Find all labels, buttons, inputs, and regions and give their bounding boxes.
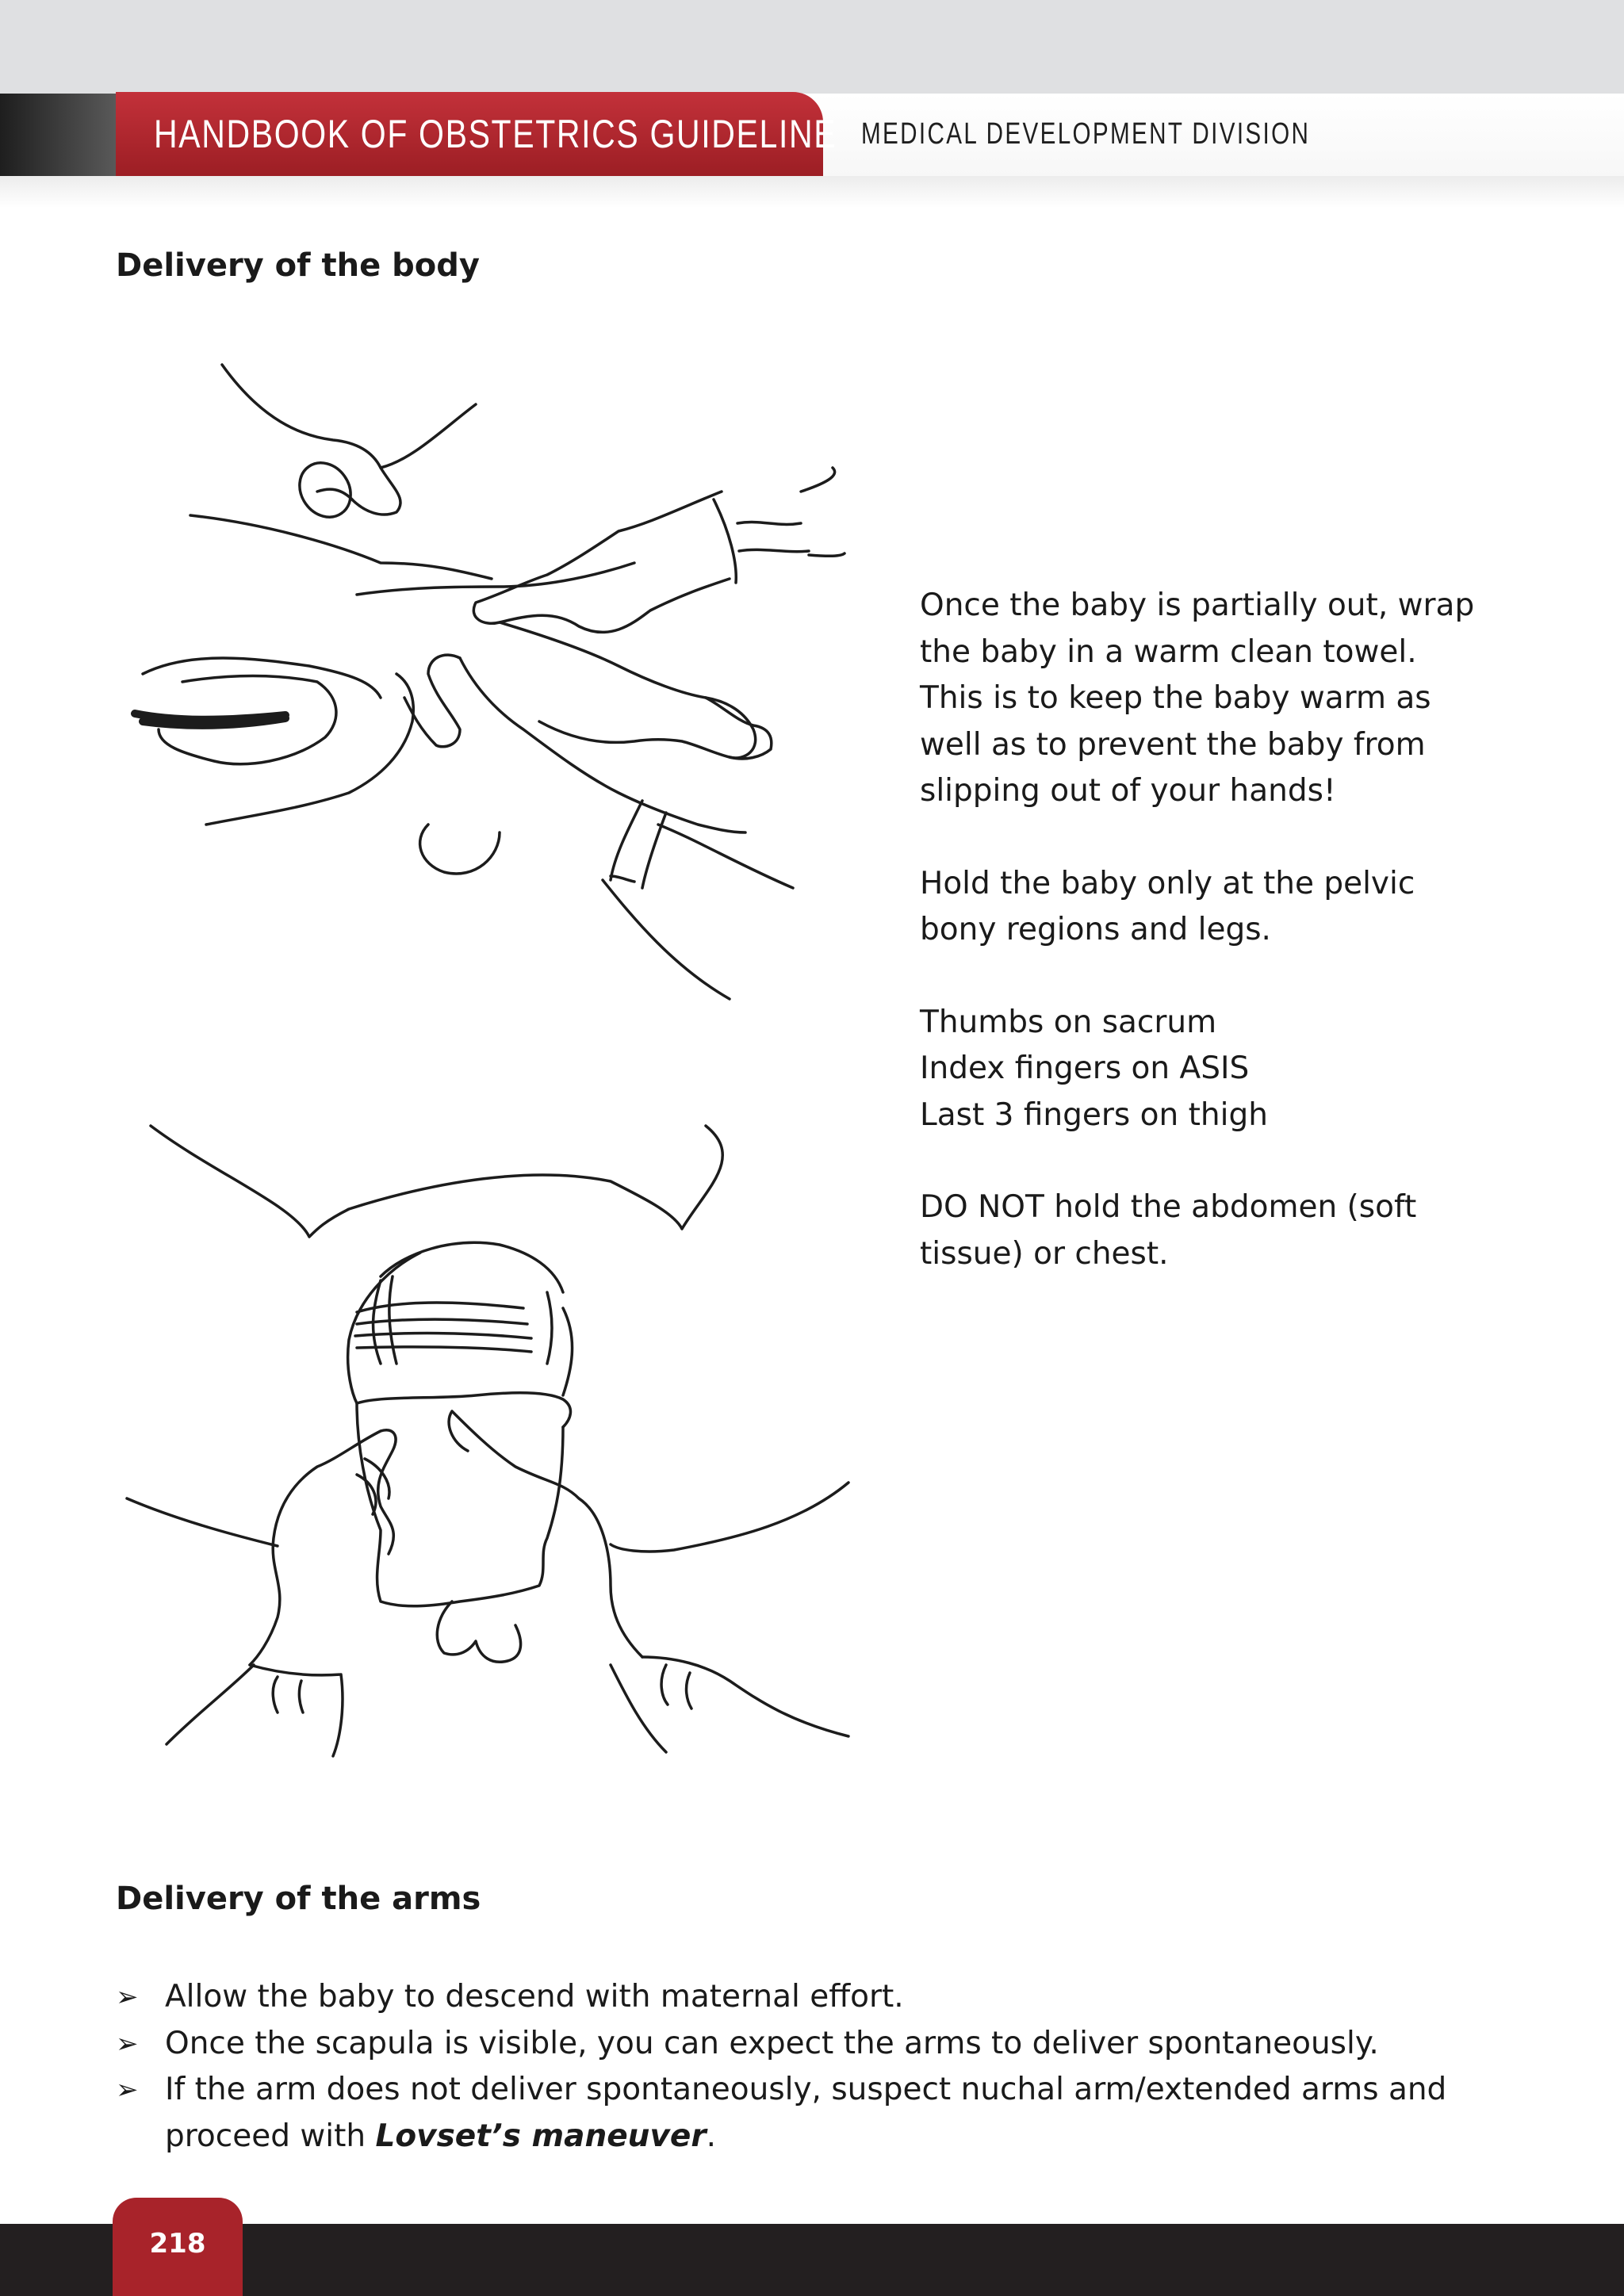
glove-cuff-right [714, 499, 809, 583]
page-number: 218 [149, 2228, 206, 2260]
operator-forearm-top [381, 404, 476, 468]
bullet-text-main: If the arm does not deliver spontaneously, suspect nuchal arm/extended arms and proceed with [165, 2072, 1447, 2154]
operator-right-glove [473, 492, 730, 632]
arrowhead-bullet-icon: ➢ [116, 2074, 139, 2106]
baby-body-top [357, 563, 634, 595]
bullet-text: Once the scapula is visible, you can expect the arms to deliver spontaneously. [165, 2025, 1379, 2061]
operator-right-hand [449, 1411, 642, 1657]
bullet-text: Allow the baby to descend with maternal effort. [165, 1979, 904, 2015]
maternal-outline-left [143, 658, 381, 764]
towel-body [357, 1403, 563, 1606]
operator-left-sleeve [167, 1665, 343, 1756]
heading-delivery-of-arms: Delivery of the arms [116, 1881, 481, 1917]
operator-right-sleeve [801, 468, 845, 556]
instruction-paragraph: Hold the baby only at the pelvic bony regions and legs. [920, 865, 1415, 947]
baby-feet [437, 1601, 520, 1662]
baby-legs [500, 622, 756, 758]
hand-position-list: Thumbs on sacrum Index fingers on ASIS Last 3 fingers on thigh [920, 1004, 1268, 1133]
division-label: MEDICAL DEVELOPMENT DIVISION [861, 117, 1311, 151]
maternal-thigh-right [611, 1483, 848, 1552]
operator-right-sleeve [611, 1657, 848, 1752]
arrowhead-bullet-icon: ➢ [116, 1981, 139, 2013]
lovset-maneuver-emphasis: Lovset’s maneuver [375, 2118, 707, 2154]
list-item [116, 2021, 1464, 2068]
maternal-thigh-top [151, 1126, 722, 1237]
heading-delivery-of-body: Delivery of the body [116, 247, 480, 284]
vulva-outline [381, 1242, 563, 1292]
list-item [116, 2067, 1464, 2160]
arrowhead-bullet-icon: ➢ [116, 2027, 139, 2060]
header-shadow [0, 176, 1624, 208]
operator-left-arm [222, 365, 400, 515]
footer-bar [0, 2224, 1624, 2296]
maternal-perineum-mark [135, 714, 285, 725]
illustration-front-view [119, 1110, 864, 1776]
header-title-tab [116, 92, 837, 176]
baby-head-area [420, 825, 500, 874]
maternal-outline-lower [206, 674, 413, 825]
glove-cuff-lower [611, 801, 666, 888]
baby-back-hatch [355, 1303, 531, 1352]
warning-paragraph: DO NOT hold the abdomen (soft tissue) or chest. [920, 1189, 1417, 1272]
illustration-side-view [127, 349, 856, 1015]
header-dark-block [0, 94, 117, 176]
page-number-tab [113, 2198, 243, 2296]
bullet-text-suffix: . [706, 2118, 716, 2154]
operator-lower-glove [460, 658, 745, 832]
operator-upper-line [190, 515, 492, 579]
arms-bullet-list [116, 1974, 1464, 2160]
bullet-text [165, 2067, 1464, 2160]
handbook-title: HANDBOOK OF OBSTETRICS GUIDELINE [154, 112, 837, 156]
maternal-thigh-left [127, 1498, 278, 1546]
operator-lower-arm [603, 825, 793, 999]
top-band [0, 0, 1624, 94]
body-instructions [920, 583, 1475, 1277]
list-item [116, 1974, 1464, 2021]
instruction-paragraph: Once the baby is partially out, wrap the baby in a warm clean towel. This is to keep the baby warm as well as to prevent the baby from slipping out of your hands! [920, 587, 1475, 809]
baby-foot [706, 698, 772, 759]
